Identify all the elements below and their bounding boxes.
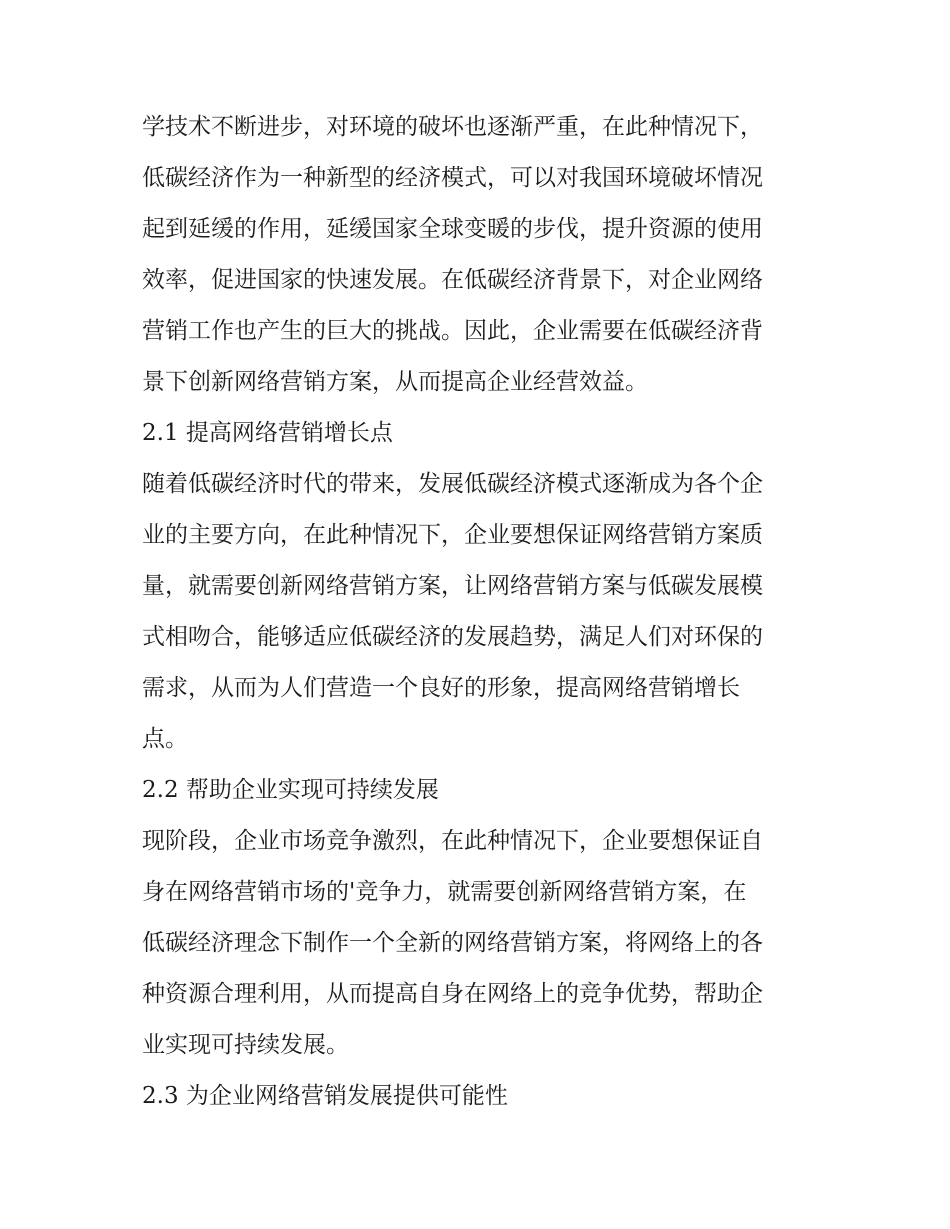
paragraph-line: 量，就需要创新网络营销方案，让网络营销方案与低碳发展模 <box>142 573 763 599</box>
paragraph-line: 营销工作也产生的巨大的挑战。因此，企业需要在低碳经济背 <box>142 318 763 344</box>
paragraph-line: 效率，促进国家的快速发展。在低碳经济背景下，对企业网络 <box>142 267 763 293</box>
paragraph-line: 学技术不断进步，对环境的破坏也逐渐严重，在此种情况下， <box>142 114 763 140</box>
paragraph-line: 式相吻合，能够适应低碳经济的发展趋势，满足人们对环保的 <box>142 624 763 650</box>
paragraph-line: 随着低碳经济时代的带来，发展低碳经济模式逐渐成为各个企 <box>142 471 763 497</box>
paragraph-line: 种资源合理利用，从而提高自身在网络上的竞争优势，帮助企 <box>142 981 763 1007</box>
paragraph-line: 业实现可持续发展。 <box>142 1032 349 1058</box>
paragraph-line: 景下创新网络营销方案，从而提高企业经营效益。 <box>142 369 648 395</box>
paragraph-line: 业的主要方向，在此种情况下，企业要想保证网络营销方案质 <box>142 522 763 548</box>
paragraph-line: 现阶段，企业市场竞争激烈，在此种情况下，企业要想保证自 <box>142 828 763 854</box>
section-heading-2-3: 2.3 为企业网络营销发展提供可能性 <box>142 1083 508 1109</box>
paragraph-line: 起到延缓的作用，延缓国家全球变暖的步伐，提升资源的使用 <box>142 216 763 242</box>
section-heading-2-1: 2.1 提高网络营销增长点 <box>142 420 393 446</box>
section-heading-2-2: 2.2 帮助企业实现可持续发展 <box>142 777 439 803</box>
paragraph-line: 身在网络营销市场的'竞争力，就需要创新网络营销方案，在 <box>142 879 747 905</box>
paragraph-line: 低碳经济理念下制作一个全新的网络营销方案，将网络上的各 <box>142 930 763 956</box>
paragraph-line: 点。 <box>142 726 188 752</box>
paragraph-line: 低碳经济作为一种新型的经济模式，可以对我国环境破坏情况 <box>142 165 763 191</box>
paragraph-line: 需求，从而为人们营造一个良好的形象，提高网络营销增长 <box>142 675 740 701</box>
